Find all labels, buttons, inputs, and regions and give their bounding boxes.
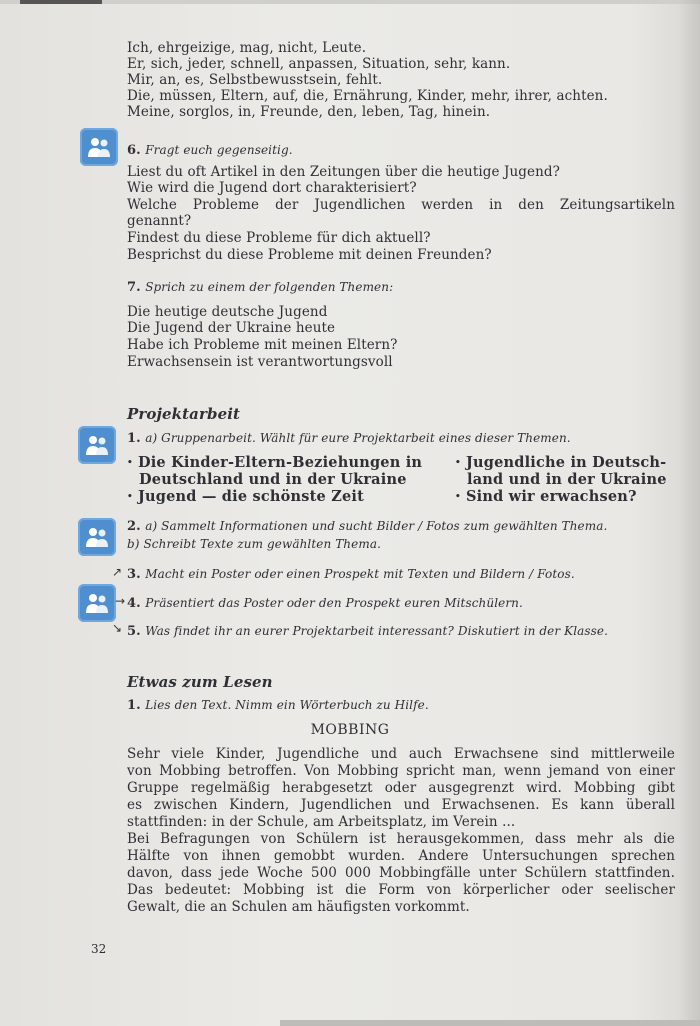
task-instruction: Sprich zu einem der folgenden Themen: (145, 280, 394, 294)
page-number: 32 (91, 942, 107, 956)
task-instruction: Was findet ihr an eurer Projektarbeit interessant? Diskutiert in der Klasse. (145, 624, 609, 638)
task-line: Welche Probleme der Jugendlichen werden in den Zeitungsartikeln (127, 197, 675, 213)
text-line: Hälfte von ihnen gemobbt wurden. Andere Untersuchungen sprechen (127, 848, 675, 864)
theme-option: Jugendliche in Deutsch- (465, 454, 667, 471)
top-edge-mark (20, 0, 102, 4)
task-line: Wie wird die Jugend dort charakterisiert? (127, 180, 417, 196)
topic-line: Habe ich Probleme mit meinen Eltern? (127, 337, 398, 353)
text-line: von Mobbing betroffen. Von Mobbing spricht man, wenn jemand von einer (127, 763, 675, 779)
bullet-icon: • (455, 492, 461, 502)
text-line: Gewalt, die an Schulen am häufigsten vorkommt. (127, 899, 470, 915)
task-instruction: Macht ein Poster oder einen Prospekt mit Texten und Bildern / Fotos. (145, 567, 575, 581)
word-order-line: Er, sich, jeder, schnell, anpassen, Situation, sehr, kann. (127, 56, 511, 72)
bottom-edge (280, 1020, 700, 1026)
bullet-icon: • (455, 458, 461, 468)
bullet-icon: • (127, 492, 133, 502)
task-number: 2. (127, 519, 141, 534)
task-number: 7. (127, 280, 141, 295)
task-instruction: a) Sammelt Informationen und sucht Bilder / Fotos zum gewählten Thema. (145, 519, 608, 533)
task-number: 4. (127, 596, 141, 611)
task-line: Findest du diese Probleme für dich aktuell? (127, 230, 431, 246)
text-line: Bei Befragungen von Schülern ist herausgekommen, dass mehr als die (127, 831, 675, 847)
page-shadow (678, 0, 700, 1026)
word-order-line: Mir, an, es, Selbstbewusstsein, fehlt. (127, 72, 383, 88)
text-line: Sehr viele Kinder, Jugendliche und auch Erwachsene sind mittlerweile (127, 746, 675, 762)
topic-line: Erwachsensein ist verantwortungsvoll (127, 354, 393, 370)
task-line: genannt? (127, 213, 192, 229)
arrow-icon: ↘ (112, 621, 123, 635)
task-line: Liest du oft Artikel in den Zeitungen über die heutige Jugend? (127, 164, 561, 180)
task-instruction: Lies den Text. Nimm ein Wörterbuch zu Hilfe. (145, 698, 429, 712)
task-instruction: a) Gruppenarbeit. Wählt für eure Projektarbeit eines dieser Themen. (145, 431, 571, 445)
pair-work-icon (80, 128, 118, 166)
section-heading: Etwas zum Lesen (127, 673, 273, 691)
text-line: stattfinden: in der Schule, am Arbeitsplatz, im Verein ... (127, 814, 516, 830)
theme-option: Sind wir erwachsen? (465, 488, 637, 505)
task-number: 1. (127, 698, 141, 713)
task-number: 6. (127, 143, 141, 158)
pair-work-icon (78, 518, 116, 556)
topic-line: Die Jugend der Ukraine heute (127, 320, 336, 336)
topic-line: Die heutige deutsche Jugend (127, 304, 328, 320)
theme-option-cont: Deutschland und in der Ukraine (139, 471, 407, 488)
task-instruction: Fragt euch gegenseitig. (145, 143, 293, 157)
word-order-line: Die, müssen, Eltern, auf, die, Ernährung, Kinder, mehr, ihrer, achten. (127, 88, 608, 104)
text-title: MOBBING (310, 722, 390, 738)
text-line: davon, dass jede Woche 500 000 Mobbingfälle unter Schülern stattfinden. (127, 865, 675, 881)
text-line: Gruppe regelmäßig herabgesetzt oder ausgegrenzt wird. Mobbing gibt (127, 780, 675, 796)
task-instruction: b) Schreibt Texte zum gewählten Thema. (127, 537, 381, 551)
theme-option: Jugend — die schönste Zeit (137, 488, 365, 505)
arrow-icon: → (115, 594, 126, 608)
task-line: Besprichst du diese Probleme mit deinen Freunden? (127, 247, 492, 263)
task-number: 3. (127, 567, 141, 582)
theme-option-cont: land und in der Ukraine (467, 471, 667, 488)
word-order-line: Ich, ehrgeizige, mag, nicht, Leute. (127, 40, 367, 56)
text-line: es zwischen Kindern, Jugendlichen und Erwachsenen. Es kann überall (127, 797, 675, 813)
task-instruction: Präsentiert das Poster oder den Prospekt euren Mitschülern. (145, 596, 523, 610)
top-edge (0, 0, 700, 4)
task-number: 1. (127, 431, 141, 446)
arrow-icon: ↗ (112, 565, 123, 579)
bullet-icon: • (127, 458, 133, 468)
pair-work-icon (78, 584, 116, 622)
theme-option: Die Kinder-Eltern-Beziehungen in (137, 454, 423, 471)
task-number: 5. (127, 624, 141, 639)
text-line: Das bedeutet: Mobbing ist die Form von körperlicher oder seelischer (127, 882, 675, 898)
word-order-line: Meine, sorglos, in, Freunde, den, leben, Tag, hinein. (127, 104, 491, 120)
section-heading: Projektarbeit (127, 405, 241, 423)
pair-work-icon (78, 426, 116, 464)
